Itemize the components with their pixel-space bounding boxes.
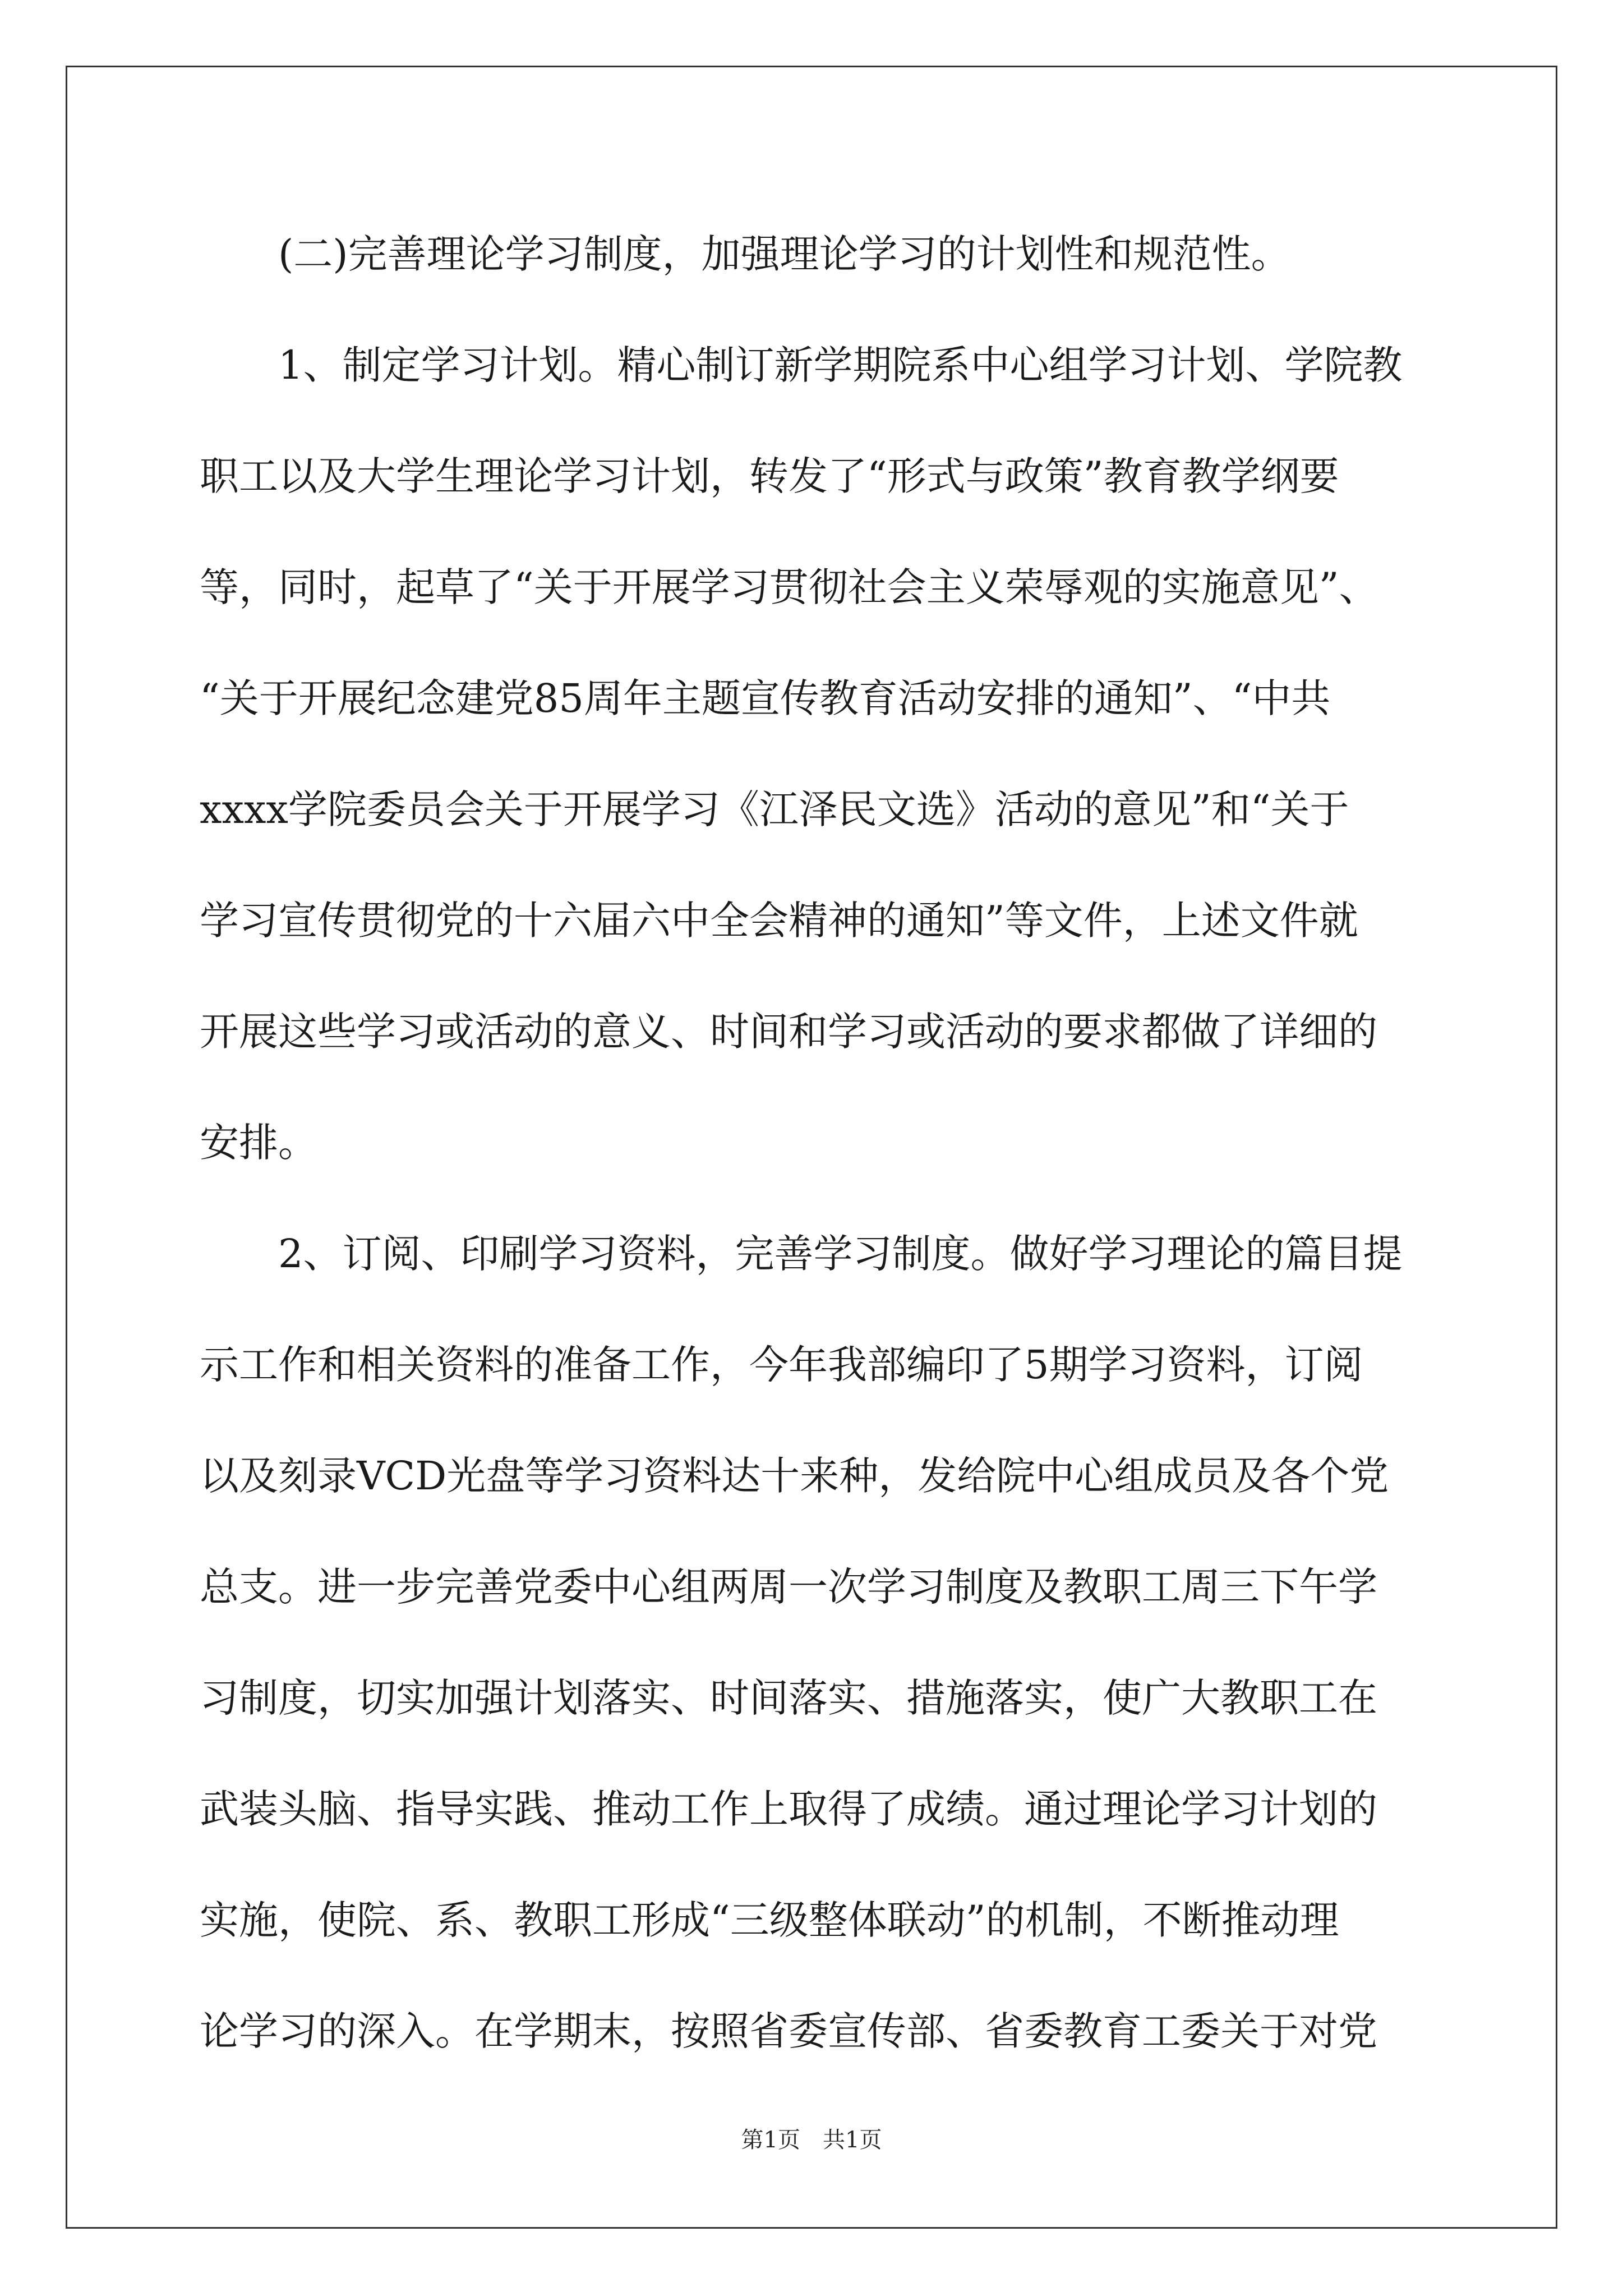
text-line: 1、制定学习计划。精心制订新学期院系中心组学习计划、学院教 [200,342,1403,388]
text-line: 总支。进一步完善党委中心组两周一次学习制度及教职工周三下午学 [200,1564,1377,1610]
text-line: 职工以及大学生理论学习计划，转发了“形式与政策”教育教学纲要 [200,453,1339,499]
page-footer: 第1页 共1页 [741,2127,882,2153]
text-line: 示工作和相关资料的准备工作，今年我部编印了5期学习资料，订阅 [200,1342,1363,1388]
text-line: 2、订阅、印刷学习资料，完善学习制度。做好学习理论的篇目提 [200,1231,1403,1277]
text-line: 学习宣传贯彻党的十六届六中全会精神的通知”等文件，上述文件就 [200,898,1358,944]
document-body [200,212,1428,2100]
text-line: “关于开展纪念建党85周年主题宣传教育活动安排的通知”、“中共 [200,675,1331,721]
text-line: 习制度，切实加强计划落实、时间落实、措施落实，使广大教职工在 [200,1675,1377,1721]
text-line: 以及刻录VCD光盘等学习资料达十来种，发给院中心组成员及各个党 [200,1453,1389,1499]
text-line: 武装头脑、指导实践、推动工作上取得了成绩。通过理论学习计划的 [200,1786,1377,1832]
text-line: 开展这些学习或活动的意义、时间和学习或活动的要求都做了详细的 [200,1009,1377,1055]
text-line: 实施，使院、系、教职工形成“三级整体联动”的机制，不断推动理 [200,1897,1339,1943]
text-line: 安排。 [200,1120,317,1166]
text-line: (二)完善理论学习制度，加强理论学习的计划性和规范性。 [200,231,1290,277]
text-line: 论学习的深入。在学期末，按照省委宣传部、省委教育工委关于对党 [200,2008,1377,2054]
text-line: 等，同时，起草了“关于开展学习贯彻社会主义荣辱观的实施意见”、 [200,564,1378,610]
text-line: xxxx学院委员会关于开展学习《江泽民文选》活动的意见”和“关于 [200,786,1349,832]
